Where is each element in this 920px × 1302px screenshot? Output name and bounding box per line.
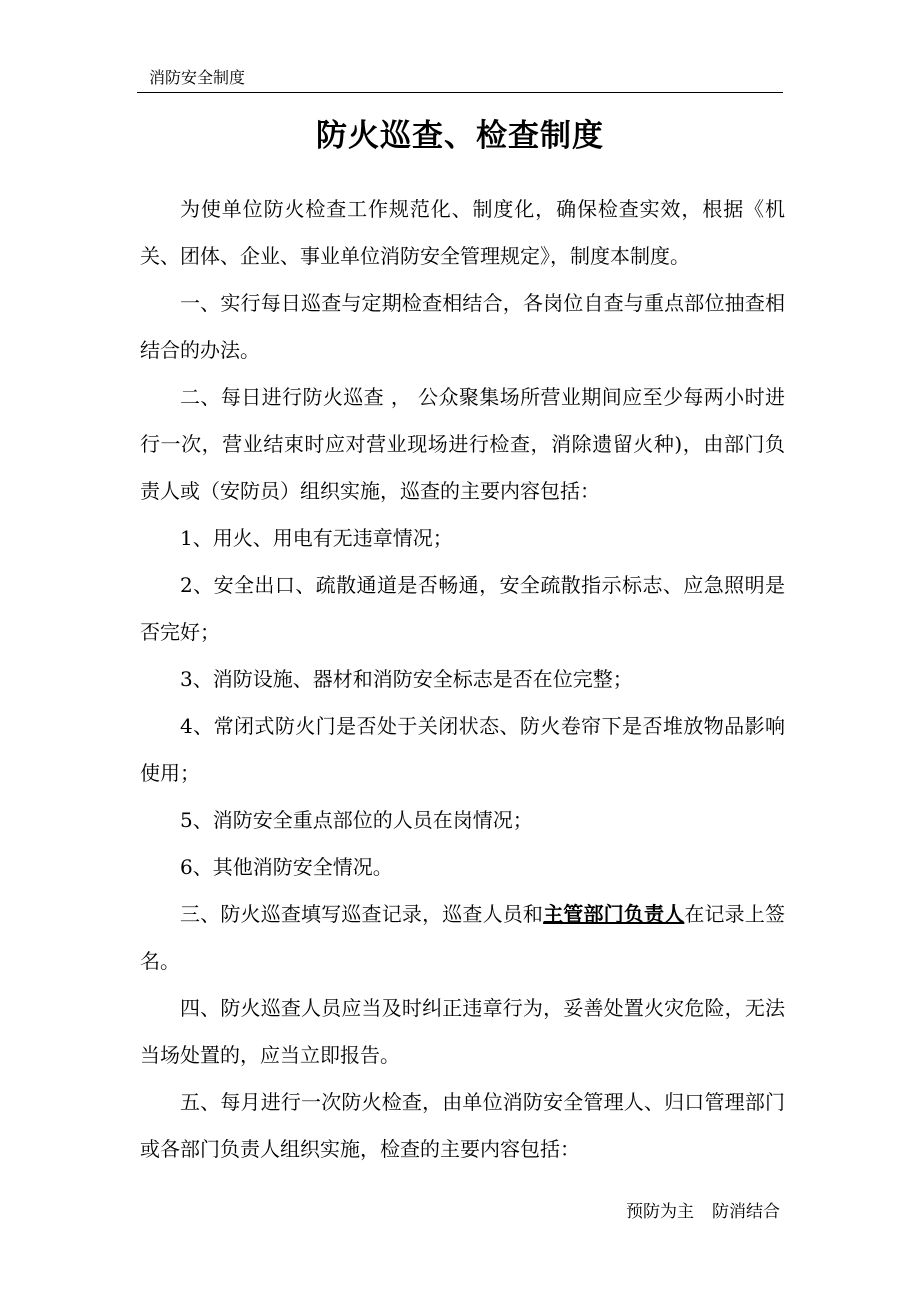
emphasized-text: 主管部门负责人 <box>543 902 685 926</box>
list-item-6: 6、其他消防安全情况。 <box>180 855 393 879</box>
list-item-5: 5、消防安全重点部位的人员在岗情况； <box>180 808 533 832</box>
document-body <box>140 186 785 1173</box>
list-item-2: 2、安全出口、疏散通道是否畅通，安全疏散指示标志、应急照明是否完好； <box>140 573 785 644</box>
footer-slogan-right: 防消结合 <box>712 1202 780 1222</box>
paragraph-1: 一、实行每日巡查与定期检查相结合，各岗位自查与重点部位抽查相结合的办法。 <box>140 291 785 362</box>
paragraph-3-start: 三、防火巡查填写巡查记录，巡查人员和 <box>180 902 544 926</box>
page-header <box>137 66 783 93</box>
paragraph-intro: 为使单位防火检查工作规范化、制度化，确保检查实效，根据《机关、团体、企业、事业单位消防安全管理规定》，制度本制度。 <box>140 197 785 268</box>
header-text: 消防安全制度 <box>149 68 246 87</box>
paragraph-3-end: 在记录上签名。 <box>140 902 786 973</box>
page-footer <box>626 1200 780 1224</box>
list-item-3: 3、消防设施、器材和消防安全标志是否在位完整； <box>180 667 633 691</box>
list-item-4: 4、常闭式防火门是否处于关闭状态、防火卷帘下是否堆放物品影响使用； <box>140 714 785 785</box>
paragraph-3 <box>140 891 785 985</box>
paragraph-5: 五、每月进行一次防火检查，由单位消防安全管理人、归口管理部门或各部门负责人组织实施，检查的主要内容包括： <box>140 1090 785 1161</box>
paragraph-2: 二、每日进行防火巡查 ， 公众聚集场所营业期间应至少每两小时进行一次，营业结束时应对营业现场进行检查，消除遗留火种)，由部门负责人或（安防员）组织实施，巡查的主要内容包括： <box>140 385 785 503</box>
list-item-1: 1、用火、用电有无违章情况； <box>180 526 453 550</box>
paragraph-4: 四、防火巡查人员应当及时纠正违章行为，妥善处置火灾危险，无法当场处置的，应当立即报告。 <box>140 996 785 1067</box>
footer-slogan-left: 预防为主 <box>626 1202 694 1222</box>
document-title: 防火巡查、检查制度 <box>316 118 604 154</box>
